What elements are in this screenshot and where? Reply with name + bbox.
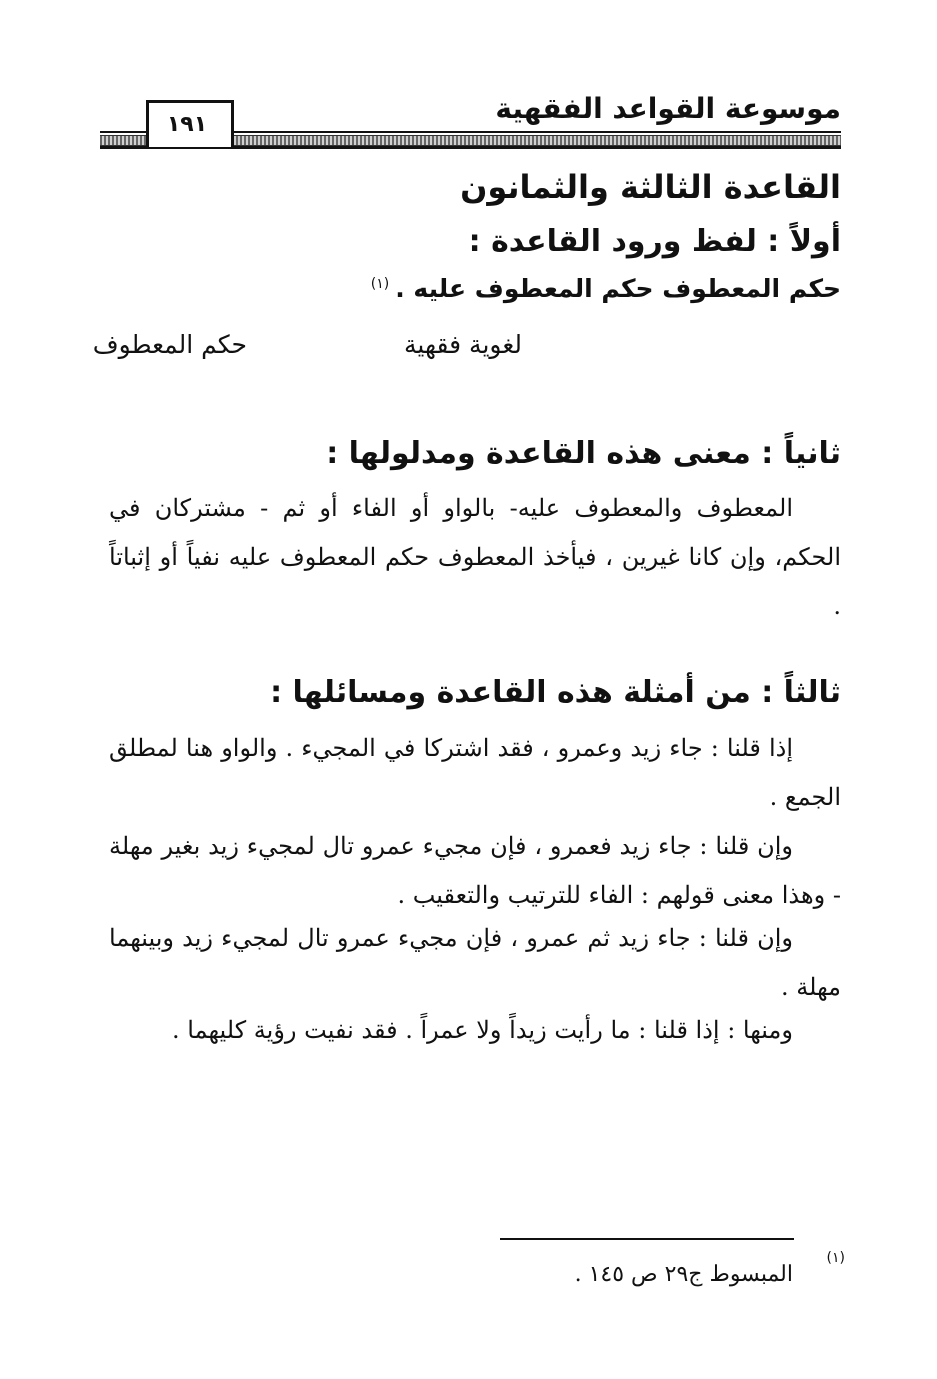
- section1-heading: أولاً : لفظ ورود القاعدة :: [468, 224, 841, 259]
- example-paragraph: إذا قلنا : جاء زيد وعمرو ، فقد اشتركا في المجيء . والواو هنا لمطلق الجمع .: [109, 734, 841, 811]
- section3-heading: ثالثاً : من أمثلة هذه القاعدة ومسائلها :: [270, 675, 841, 710]
- footnote-text: المبسوط ج٢٩ ص ١٤٥ .: [574, 1262, 793, 1287]
- meaning-paragraph: المعطوف والمعطوف عليه- بالواو أو الفاء أو ثم - مشتركان في الحكم، وإن كانا غيرين ، فيأخذ المعطوف حكم المعطوف عليه نفياً أو إثباتاً .: [109, 494, 841, 620]
- section2-heading: ثانياً : معنى هذه القاعدة ومدلولها :: [326, 436, 841, 471]
- page-number: ١٩١: [166, 112, 208, 137]
- footnote-marker: (١): [826, 1250, 845, 1266]
- rule-statement-text: حكم المعطوف حكم المعطوف عليه .: [395, 274, 841, 303]
- rule-statement: [371, 274, 841, 303]
- rule-short-name: حكم المعطوف: [92, 330, 247, 359]
- example-paragraph: وإن قلنا : جاء زيد فعمرو ، فإن مجيء عمرو تال لمجيء زيد بغير مهلة - وهذا معنى قولهم : الفاء للترتيب والتعقيب .: [109, 832, 841, 909]
- example-paragraph: ومنها : إذا قلنا : ما رأيت زيداً ولا عمراً . فقد نفيت رؤية كليهما .: [172, 1016, 793, 1044]
- book-title: موسوعة القواعد الفقهية: [495, 92, 841, 125]
- category-label: لغوية فقهية: [404, 330, 522, 359]
- footnote-reference: (١): [370, 275, 390, 292]
- footnote-divider: [500, 1238, 794, 1240]
- example-paragraph: وإن قلنا : جاء زيد ثم عمرو ، فإن مجيء عمرو تال لمجيء زيد وبينهما مهلة .: [109, 924, 841, 1001]
- rule-title: القاعدة الثالثة والثمانون: [460, 168, 841, 206]
